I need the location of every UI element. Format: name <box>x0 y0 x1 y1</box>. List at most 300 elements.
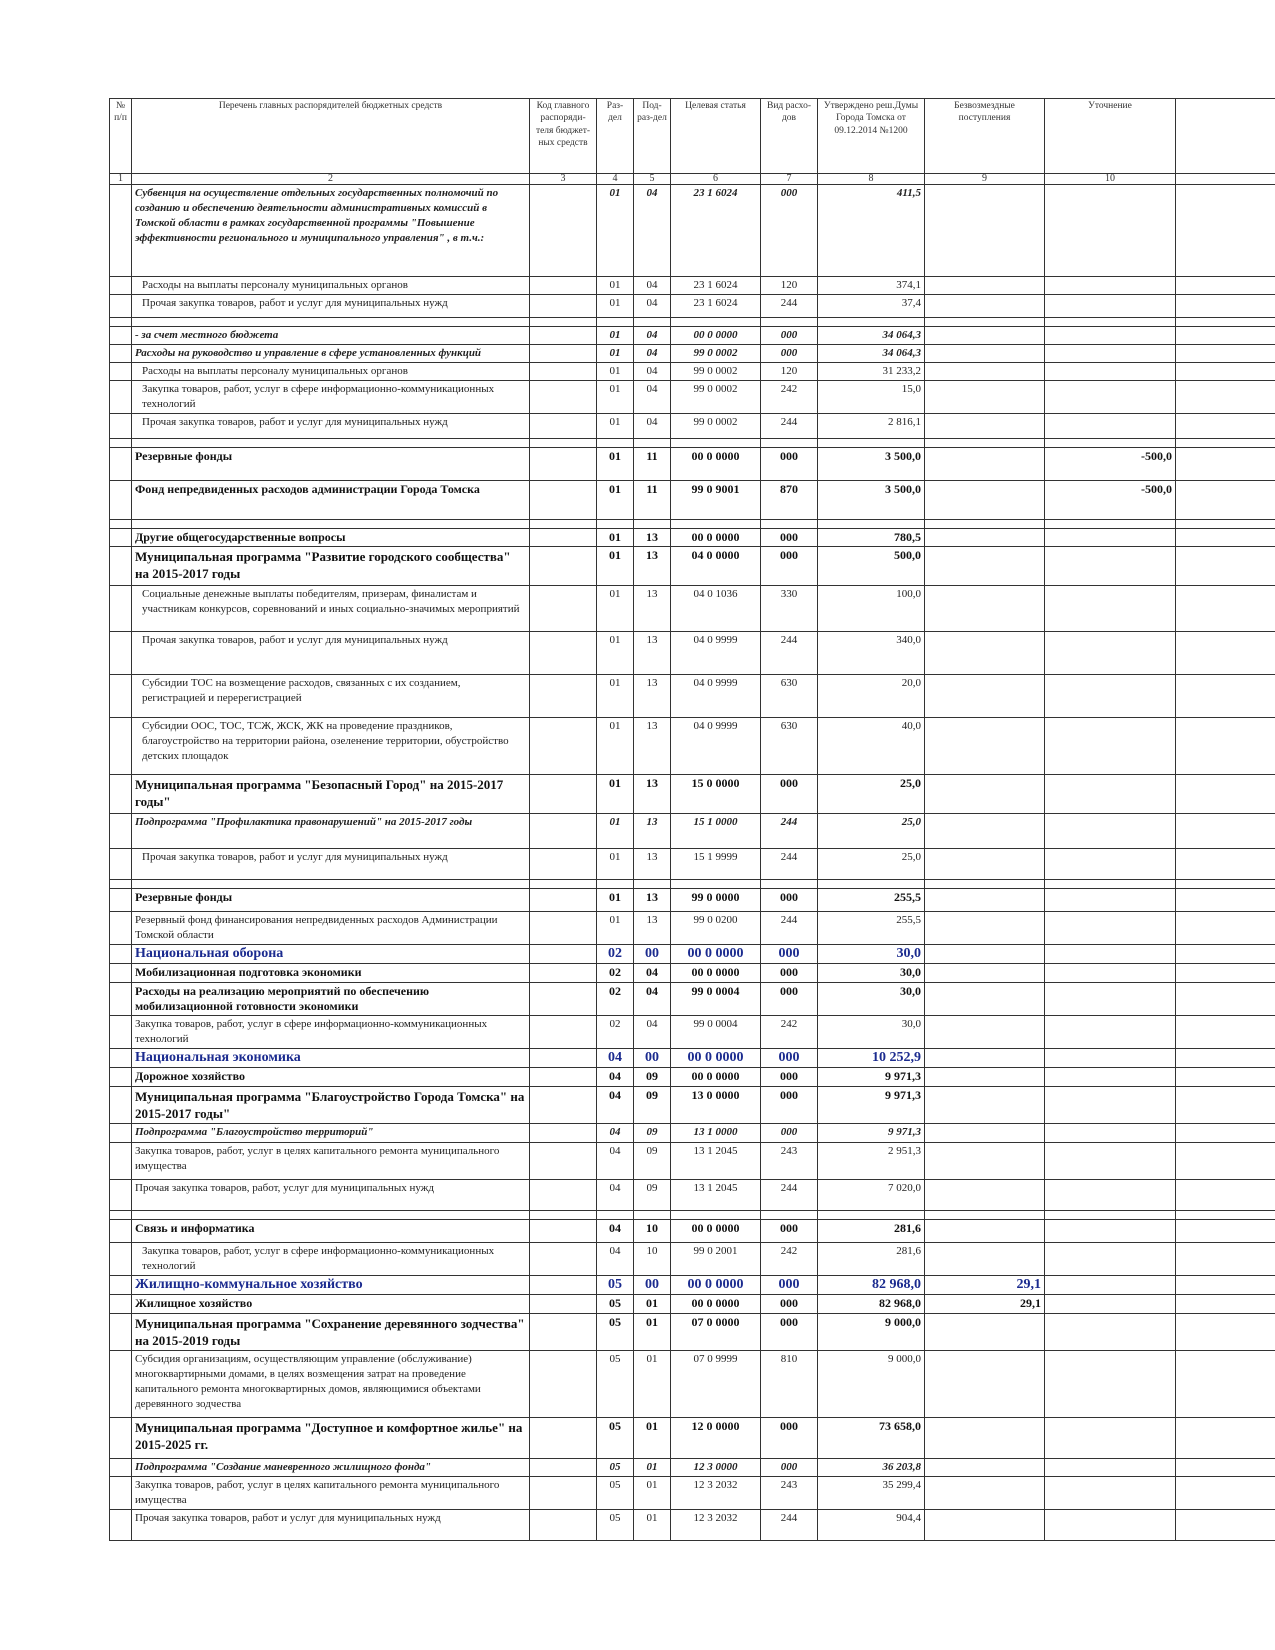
cell-num <box>110 414 132 439</box>
col-num: 8 <box>818 174 925 185</box>
cell-target: 23 1 6024 <box>671 277 761 295</box>
cell-extra <box>1176 1351 1275 1418</box>
cell-clarify <box>1045 1477 1176 1510</box>
spacer-cell <box>597 318 634 327</box>
cell-clarify <box>1045 1314 1176 1351</box>
cell-razdel: 04 <box>597 1087 634 1124</box>
cell-free <box>925 586 1045 632</box>
cell-clarify <box>1045 345 1176 363</box>
header-vid: Вид расхо-дов <box>761 99 818 174</box>
cell-vid: 000 <box>761 529 818 547</box>
budget-body <box>110 185 1275 1541</box>
cell-approved: 9 000,0 <box>818 1351 925 1418</box>
cell-podrazdel: 09 <box>634 1124 671 1143</box>
cell-extra <box>1176 912 1275 945</box>
spacer-cell <box>761 318 818 327</box>
table-row <box>110 1459 1275 1477</box>
cell-code <box>530 1295 597 1314</box>
spacer-cell <box>818 318 925 327</box>
cell-free <box>925 1068 1045 1087</box>
header-row <box>110 99 1275 174</box>
cell-approved: 340,0 <box>818 632 925 675</box>
spacer-row <box>110 439 1275 448</box>
cell-razdel: 01 <box>597 675 634 718</box>
cell-extra <box>1176 675 1275 718</box>
cell-extra <box>1176 632 1275 675</box>
cell-clarify <box>1045 1068 1176 1087</box>
cell-extra <box>1176 1049 1275 1068</box>
spacer-row <box>110 520 1275 529</box>
spacer-cell <box>132 318 530 327</box>
cell-approved: 3 500,0 <box>818 448 925 481</box>
cell-target: 99 0 0004 <box>671 1016 761 1049</box>
cell-name: Подпрограмма "Благоустройство территорий" <box>132 1124 530 1143</box>
cell-clarify <box>1045 1143 1176 1180</box>
cell-name: Муниципальная программа "Безопасный Город" на 2015-2017 годы" <box>132 775 530 814</box>
table-row <box>110 414 1275 439</box>
header-podrazdel: Под-раз-дел <box>634 99 671 174</box>
table-row <box>110 1510 1275 1541</box>
cell-name: Прочая закупка товаров, работ и услуг для муниципальных нужд <box>132 295 530 318</box>
cell-vid: 242 <box>761 1016 818 1049</box>
cell-num <box>110 1180 132 1211</box>
cell-razdel: 01 <box>597 363 634 381</box>
cell-approved: 30,0 <box>818 945 925 964</box>
cell-approved: 25,0 <box>818 775 925 814</box>
cell-free <box>925 381 1045 414</box>
cell-name: Прочая закупка товаров, работ и услуг для муниципальных нужд <box>132 632 530 675</box>
cell-razdel: 01 <box>597 586 634 632</box>
spacer-cell <box>1045 1211 1176 1220</box>
cell-vid: 000 <box>761 547 818 586</box>
cell-podrazdel: 04 <box>634 345 671 363</box>
cell-name: Национальная экономика <box>132 1049 530 1068</box>
cell-num <box>110 964 132 983</box>
table-row <box>110 1087 1275 1124</box>
cell-num <box>110 381 132 414</box>
cell-extra <box>1176 448 1275 481</box>
spacer-cell <box>925 1211 1045 1220</box>
col-num: 2 <box>132 174 530 185</box>
cell-vid: 000 <box>761 448 818 481</box>
cell-num <box>110 1143 132 1180</box>
cell-razdel: 01 <box>597 529 634 547</box>
cell-extra <box>1176 1180 1275 1211</box>
cell-clarify <box>1045 185 1176 277</box>
cell-vid: 000 <box>761 1314 818 1351</box>
cell-razdel: 01 <box>597 295 634 318</box>
cell-extra <box>1176 1220 1275 1243</box>
cell-extra <box>1176 945 1275 964</box>
spacer-cell <box>530 880 597 889</box>
spacer-cell <box>110 880 132 889</box>
cell-approved: 7 020,0 <box>818 1180 925 1211</box>
table-row <box>110 481 1275 520</box>
cell-approved: 281,6 <box>818 1243 925 1276</box>
cell-num <box>110 1068 132 1087</box>
cell-podrazdel: 13 <box>634 912 671 945</box>
cell-vid: 244 <box>761 912 818 945</box>
cell-vid: 330 <box>761 586 818 632</box>
col-num-extra <box>1176 174 1275 185</box>
cell-free <box>925 964 1045 983</box>
cell-clarify <box>1045 775 1176 814</box>
cell-razdel: 01 <box>597 345 634 363</box>
cell-code <box>530 964 597 983</box>
cell-approved: 100,0 <box>818 586 925 632</box>
spacer-cell <box>1045 439 1176 448</box>
table-row <box>110 448 1275 481</box>
cell-clarify <box>1045 414 1176 439</box>
cell-free <box>925 889 1045 912</box>
cell-name: Резервные фонды <box>132 889 530 912</box>
cell-num <box>110 1314 132 1351</box>
cell-code <box>530 1220 597 1243</box>
table-row <box>110 1143 1275 1180</box>
cell-approved: 9 971,3 <box>818 1087 925 1124</box>
cell-target: 99 0 0002 <box>671 363 761 381</box>
spacer-cell <box>671 439 761 448</box>
cell-vid: 630 <box>761 675 818 718</box>
cell-vid: 000 <box>761 1276 818 1295</box>
cell-target: 00 0 0000 <box>671 529 761 547</box>
table-row <box>110 718 1275 775</box>
col-num: 10 <box>1045 174 1176 185</box>
cell-free <box>925 718 1045 775</box>
cell-razdel: 05 <box>597 1459 634 1477</box>
cell-target: 15 0 0000 <box>671 775 761 814</box>
header-target: Целевая статья <box>671 99 761 174</box>
spacer-cell <box>818 520 925 529</box>
cell-podrazdel: 13 <box>634 529 671 547</box>
cell-razdel: 02 <box>597 983 634 1016</box>
cell-name: Закупка товаров, работ, услуг в сфере информационно-коммуникационных технологий <box>132 1016 530 1049</box>
cell-extra <box>1176 964 1275 983</box>
cell-podrazdel: 10 <box>634 1220 671 1243</box>
cell-extra <box>1176 849 1275 880</box>
cell-target: 99 0 9001 <box>671 481 761 520</box>
cell-free <box>925 1459 1045 1477</box>
cell-clarify <box>1045 1459 1176 1477</box>
cell-free <box>925 1180 1045 1211</box>
cell-free <box>925 1049 1045 1068</box>
header-num: № п/п <box>110 99 132 174</box>
cell-code <box>530 675 597 718</box>
cell-extra <box>1176 529 1275 547</box>
cell-code <box>530 327 597 345</box>
cell-extra <box>1176 185 1275 277</box>
cell-clarify <box>1045 1510 1176 1541</box>
cell-razdel: 05 <box>597 1510 634 1541</box>
cell-target: 15 1 0000 <box>671 814 761 849</box>
cell-clarify <box>1045 1087 1176 1124</box>
cell-approved: 30,0 <box>818 1016 925 1049</box>
cell-code <box>530 1143 597 1180</box>
table-row <box>110 983 1275 1016</box>
cell-free <box>925 1314 1045 1351</box>
cell-approved: 34 064,3 <box>818 327 925 345</box>
cell-approved: 374,1 <box>818 277 925 295</box>
cell-target: 00 0 0000 <box>671 1049 761 1068</box>
cell-vid: 810 <box>761 1351 818 1418</box>
cell-name: Другие общегосударственные вопросы <box>132 529 530 547</box>
spacer-cell <box>1176 520 1275 529</box>
table-row <box>110 632 1275 675</box>
spacer-row <box>110 880 1275 889</box>
cell-num <box>110 775 132 814</box>
cell-approved: 9 971,3 <box>818 1124 925 1143</box>
cell-approved: 82 968,0 <box>818 1295 925 1314</box>
cell-extra <box>1176 1087 1275 1124</box>
cell-free <box>925 983 1045 1016</box>
cell-target: 13 0 0000 <box>671 1087 761 1124</box>
cell-target: 04 0 9999 <box>671 632 761 675</box>
cell-code <box>530 1124 597 1143</box>
spacer-cell <box>1176 439 1275 448</box>
cell-free <box>925 448 1045 481</box>
cell-razdel: 04 <box>597 1243 634 1276</box>
cell-free <box>925 1351 1045 1418</box>
cell-podrazdel: 13 <box>634 586 671 632</box>
col-num: 6 <box>671 174 761 185</box>
cell-target: 12 3 2032 <box>671 1510 761 1541</box>
cell-name: Муниципальная программа "Развитие городского сообщества" на 2015-2017 годы <box>132 547 530 586</box>
cell-extra <box>1176 1418 1275 1459</box>
cell-target: 99 0 0200 <box>671 912 761 945</box>
cell-extra <box>1176 1068 1275 1087</box>
cell-num <box>110 814 132 849</box>
cell-num <box>110 295 132 318</box>
cell-vid: 120 <box>761 363 818 381</box>
cell-code <box>530 1276 597 1295</box>
cell-name: Жилищное хозяйство <box>132 1295 530 1314</box>
cell-code <box>530 295 597 318</box>
spacer-cell <box>634 318 671 327</box>
cell-free <box>925 814 1045 849</box>
table-row <box>110 1049 1275 1068</box>
spacer-cell <box>597 439 634 448</box>
cell-approved: 2 816,1 <box>818 414 925 439</box>
cell-target: 07 0 9999 <box>671 1351 761 1418</box>
table-row <box>110 814 1275 849</box>
cell-extra <box>1176 983 1275 1016</box>
cell-razdel: 04 <box>597 1049 634 1068</box>
cell-target: 00 0 0000 <box>671 448 761 481</box>
cell-num <box>110 1016 132 1049</box>
cell-extra <box>1176 1510 1275 1541</box>
cell-num <box>110 1459 132 1477</box>
cell-podrazdel: 04 <box>634 964 671 983</box>
cell-vid: 000 <box>761 983 818 1016</box>
cell-vid: 870 <box>761 481 818 520</box>
cell-clarify <box>1045 363 1176 381</box>
cell-clarify <box>1045 718 1176 775</box>
cell-code <box>530 345 597 363</box>
cell-target: 13 1 2045 <box>671 1180 761 1211</box>
cell-clarify <box>1045 945 1176 964</box>
cell-name: Закупка товаров, работ, услуг в целях капитального ремонта муниципального имущества <box>132 1143 530 1180</box>
cell-razdel: 05 <box>597 1351 634 1418</box>
cell-num <box>110 185 132 277</box>
table-row <box>110 277 1275 295</box>
cell-razdel: 01 <box>597 912 634 945</box>
cell-approved: 281,6 <box>818 1220 925 1243</box>
table-row <box>110 1220 1275 1243</box>
cell-clarify <box>1045 586 1176 632</box>
table-row <box>110 912 1275 945</box>
cell-num <box>110 945 132 964</box>
cell-vid: 244 <box>761 414 818 439</box>
cell-approved: 255,5 <box>818 912 925 945</box>
cell-free <box>925 1143 1045 1180</box>
cell-clarify <box>1045 1049 1176 1068</box>
cell-num <box>110 1418 132 1459</box>
cell-name: Прочая закупка товаров, работ и услуг для муниципальных нужд <box>132 1510 530 1541</box>
cell-target: 99 0 0002 <box>671 414 761 439</box>
cell-free <box>925 295 1045 318</box>
cell-approved: 904,4 <box>818 1510 925 1541</box>
cell-approved: 3 500,0 <box>818 481 925 520</box>
cell-free <box>925 363 1045 381</box>
table-row <box>110 295 1275 318</box>
cell-free <box>925 912 1045 945</box>
spacer-cell <box>132 439 530 448</box>
cell-name: Связь и информатика <box>132 1220 530 1243</box>
cell-podrazdel: 01 <box>634 1477 671 1510</box>
cell-num <box>110 983 132 1016</box>
cell-extra <box>1176 1243 1275 1276</box>
table-row <box>110 945 1275 964</box>
cell-target: 04 0 9999 <box>671 675 761 718</box>
cell-name: Субсидия организациям, осуществляющим управление (обслуживание) многоквартирными домами, в целях возмещения затрат на проведение капитального ремонта многоквартирных домов, являющимися объектами деревянного зодчества <box>132 1351 530 1418</box>
cell-extra <box>1176 345 1275 363</box>
table-row <box>110 586 1275 632</box>
table-row <box>110 964 1275 983</box>
cell-num <box>110 1220 132 1243</box>
spacer-cell <box>671 318 761 327</box>
spacer-cell <box>671 880 761 889</box>
cell-code <box>530 1351 597 1418</box>
spacer-cell <box>634 1211 671 1220</box>
cell-approved: 30,0 <box>818 983 925 1016</box>
cell-free <box>925 849 1045 880</box>
cell-code <box>530 1314 597 1351</box>
cell-name: Муниципальная программа "Доступное и комфортное жилье" на 2015-2025 гг. <box>132 1418 530 1459</box>
cell-extra <box>1176 481 1275 520</box>
cell-vid: 000 <box>761 1049 818 1068</box>
cell-target: 23 1 6024 <box>671 185 761 277</box>
cell-num <box>110 632 132 675</box>
cell-target: 12 0 0000 <box>671 1418 761 1459</box>
cell-extra <box>1176 775 1275 814</box>
cell-free <box>925 1220 1045 1243</box>
cell-extra <box>1176 1477 1275 1510</box>
cell-podrazdel: 13 <box>634 814 671 849</box>
cell-num <box>110 1477 132 1510</box>
spacer-cell <box>1176 318 1275 327</box>
cell-name: Расходы на выплаты персоналу муниципальных органов <box>132 277 530 295</box>
cell-num <box>110 1124 132 1143</box>
header-name: Перечень главных распорядителей бюджетных средств <box>132 99 530 174</box>
cell-razdel: 01 <box>597 327 634 345</box>
cell-name: Социальные денежные выплаты победителям, призерам, финалистам и участникам конкурсов, соревнований и иных социально-значимых мероприятий <box>132 586 530 632</box>
table-row <box>110 849 1275 880</box>
cell-razdel: 01 <box>597 889 634 912</box>
cell-code <box>530 814 597 849</box>
cell-approved: 9 971,3 <box>818 1068 925 1087</box>
cell-vid: 630 <box>761 718 818 775</box>
table-row <box>110 547 1275 586</box>
cell-name: Закупка товаров, работ, услуг в целях капитального ремонта муниципального имущества <box>132 1477 530 1510</box>
spacer-cell <box>1176 880 1275 889</box>
cell-name: Резервный фонд финансирования непредвиденных расходов Администрации Томской области <box>132 912 530 945</box>
cell-vid: 244 <box>761 814 818 849</box>
cell-free <box>925 1243 1045 1276</box>
cell-podrazdel: 13 <box>634 547 671 586</box>
cell-num <box>110 586 132 632</box>
cell-target: 15 1 9999 <box>671 849 761 880</box>
cell-code <box>530 381 597 414</box>
cell-razdel: 02 <box>597 945 634 964</box>
cell-extra <box>1176 586 1275 632</box>
spacer-cell <box>925 880 1045 889</box>
header-code: Код главного распоряди-теля бюджет-ных средств <box>530 99 597 174</box>
cell-free <box>925 1016 1045 1049</box>
cell-code <box>530 718 597 775</box>
cell-num <box>110 481 132 520</box>
cell-podrazdel: 01 <box>634 1510 671 1541</box>
cell-name: Прочая закупка товаров, работ и услуг для муниципальных нужд <box>132 849 530 880</box>
cell-podrazdel: 09 <box>634 1180 671 1211</box>
cell-num <box>110 889 132 912</box>
cell-code <box>530 983 597 1016</box>
header-free: Безвозмездные поступления <box>925 99 1045 174</box>
spacer-cell <box>818 1211 925 1220</box>
cell-podrazdel: 13 <box>634 775 671 814</box>
cell-free <box>925 1418 1045 1459</box>
cell-razdel: 04 <box>597 1143 634 1180</box>
cell-razdel: 01 <box>597 381 634 414</box>
cell-podrazdel: 01 <box>634 1295 671 1314</box>
cell-name: Субсидии ООС, ТОС, ТСЖ, ЖСК, ЖК на проведение праздников, благоустройство на территории района, озеленение территории, обустройство детских площадок <box>132 718 530 775</box>
cell-podrazdel: 04 <box>634 1016 671 1049</box>
cell-target: 04 0 0000 <box>671 547 761 586</box>
cell-num <box>110 1510 132 1541</box>
table-row <box>110 1477 1275 1510</box>
spacer-cell <box>110 439 132 448</box>
cell-razdel: 01 <box>597 632 634 675</box>
cell-podrazdel: 10 <box>634 1243 671 1276</box>
cell-clarify <box>1045 814 1176 849</box>
cell-free <box>925 775 1045 814</box>
cell-clarify <box>1045 1276 1176 1295</box>
cell-vid: 244 <box>761 1510 818 1541</box>
cell-name: Национальная оборона <box>132 945 530 964</box>
cell-podrazdel: 13 <box>634 889 671 912</box>
spacer-cell <box>530 318 597 327</box>
cell-extra <box>1176 1276 1275 1295</box>
cell-extra <box>1176 1124 1275 1143</box>
cell-podrazdel: 01 <box>634 1351 671 1418</box>
cell-approved: 82 968,0 <box>818 1276 925 1295</box>
spacer-cell <box>530 439 597 448</box>
cell-vid: 000 <box>761 1087 818 1124</box>
cell-clarify <box>1045 529 1176 547</box>
spacer-cell <box>530 1211 597 1220</box>
cell-podrazdel: 04 <box>634 381 671 414</box>
cell-free <box>925 185 1045 277</box>
table-row <box>110 675 1275 718</box>
